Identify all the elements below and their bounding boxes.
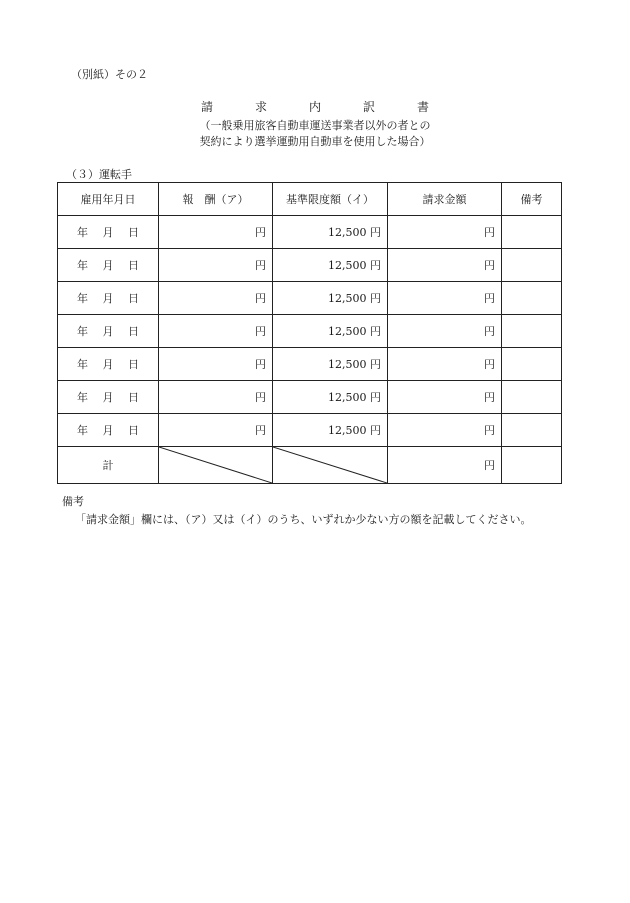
- notes-heading: 備考: [62, 495, 84, 508]
- limit-cell: 12,500 円: [273, 216, 388, 249]
- date-cell[interactable]: 年 月 日: [58, 315, 159, 348]
- fee-cell[interactable]: 円: [159, 315, 273, 348]
- limit-total-struck-cell: [273, 447, 388, 484]
- notes-cell[interactable]: [502, 381, 562, 414]
- total-amount-cell[interactable]: 円: [388, 447, 502, 484]
- notes-cell[interactable]: [502, 216, 562, 249]
- total-label: 計: [58, 447, 159, 484]
- document-title: [0, 98, 630, 115]
- date-cell[interactable]: 年 月 日: [58, 381, 159, 414]
- limit-cell: 12,500 円: [273, 348, 388, 381]
- table-row: [58, 381, 562, 414]
- fee-cell[interactable]: 円: [159, 381, 273, 414]
- claim-table: [57, 182, 562, 484]
- date-cell[interactable]: 年 月 日: [58, 249, 159, 282]
- table-row: [58, 249, 562, 282]
- fee-cell[interactable]: 円: [159, 216, 273, 249]
- notes-cell[interactable]: [502, 414, 562, 447]
- title-char: 訳: [362, 100, 375, 114]
- subtitle-line-2: 契約により選挙運動用自動車を使用した場合）: [199, 135, 431, 148]
- date-cell[interactable]: 年 月 日: [58, 348, 159, 381]
- table-row: [58, 216, 562, 249]
- fee-cell[interactable]: 円: [159, 249, 273, 282]
- fee-cell[interactable]: 円: [159, 348, 273, 381]
- amount-cell[interactable]: 円: [388, 282, 502, 315]
- amount-cell[interactable]: 円: [388, 381, 502, 414]
- amount-cell[interactable]: 円: [388, 249, 502, 282]
- column-header-notes: 備考: [502, 183, 562, 216]
- annex-label: （別紙）その２: [71, 68, 148, 81]
- date-cell[interactable]: 年 月 日: [58, 282, 159, 315]
- limit-cell: 12,500 円: [273, 381, 388, 414]
- column-header-employment-date: 雇用年月日: [58, 183, 159, 216]
- amount-cell[interactable]: 円: [388, 216, 502, 249]
- limit-cell: 12,500 円: [273, 414, 388, 447]
- notes-text: 「請求金額」欄には、（ア）又は（イ）のうち、いずれか少ない方の額を記載してください。: [75, 513, 532, 526]
- notes-cell[interactable]: [502, 315, 562, 348]
- title-char: 求: [254, 100, 267, 114]
- total-notes-cell[interactable]: [502, 447, 562, 484]
- date-cell[interactable]: 年 月 日: [58, 414, 159, 447]
- notes-cell[interactable]: [502, 348, 562, 381]
- subtitle-line-1: （一般乗用旅客自動車運送事業者以外の者との: [199, 119, 431, 132]
- fee-cell[interactable]: 円: [159, 282, 273, 315]
- date-cell[interactable]: 年 月 日: [58, 216, 159, 249]
- table-row: [58, 315, 562, 348]
- table-row: [58, 414, 562, 447]
- limit-cell: 12,500 円: [273, 315, 388, 348]
- title-char: 請: [201, 100, 214, 114]
- table-row: [58, 348, 562, 381]
- notes-cell[interactable]: [502, 249, 562, 282]
- fee-total-struck-cell: [159, 447, 273, 484]
- column-header-claim-amount: 請求金額: [388, 183, 502, 216]
- section-label: （３）運転手: [66, 168, 132, 181]
- amount-cell[interactable]: 円: [388, 348, 502, 381]
- amount-cell[interactable]: 円: [388, 414, 502, 447]
- limit-cell: 12,500 円: [273, 249, 388, 282]
- total-row: [58, 447, 562, 484]
- limit-cell: 12,500 円: [273, 282, 388, 315]
- amount-cell[interactable]: 円: [388, 315, 502, 348]
- diagonal-strike: [273, 447, 387, 483]
- title-char: 書: [416, 100, 429, 114]
- fee-cell[interactable]: 円: [159, 414, 273, 447]
- table-header-row: [58, 183, 562, 216]
- table-row: [58, 282, 562, 315]
- diagonal-strike: [159, 447, 272, 483]
- title-char: 内: [308, 100, 321, 114]
- notes-cell[interactable]: [502, 282, 562, 315]
- column-header-fee: 報 酬（ア）: [159, 183, 273, 216]
- column-header-limit: 基準限度額（イ）: [273, 183, 388, 216]
